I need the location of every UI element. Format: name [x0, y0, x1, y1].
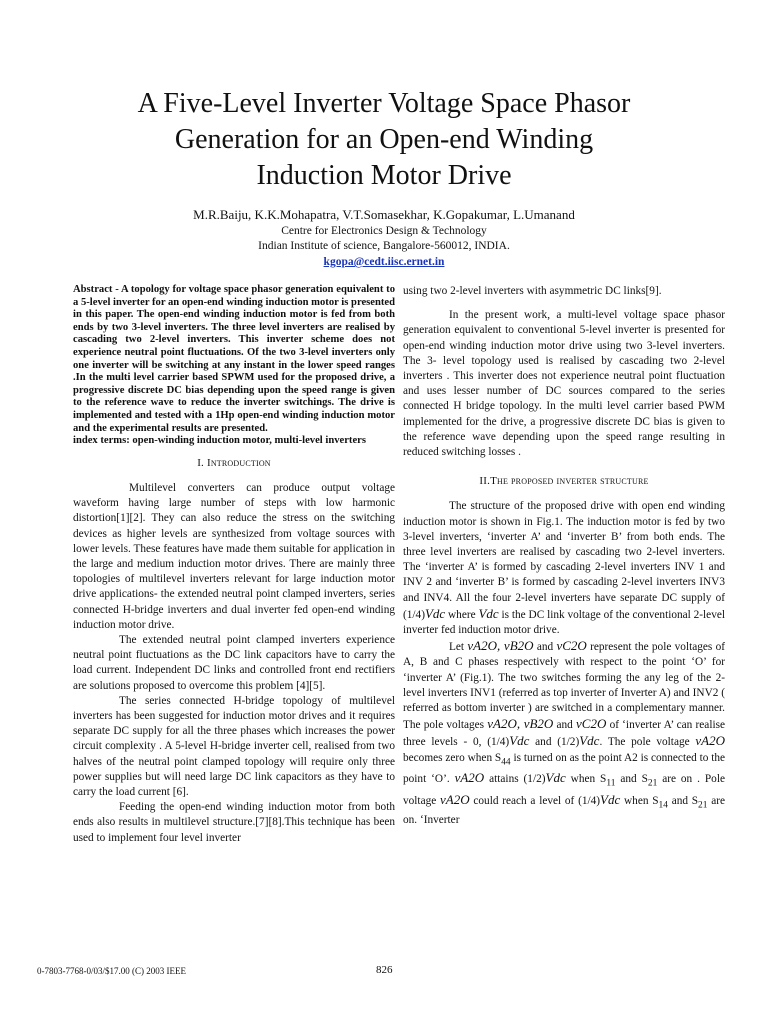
intro-paragraph-3: The series connected H-bridge topology of multilevel inverters has been suggested for induction motor drives and it requires separate DC supply for all the three phases which increases the power circuit complexity . A 5-level H-bridge inverter cell, realised from two halves of the neutral point clamped topology will require only three power supplies but will need large DC link capacitors as they have to carry the load current [6].: [73, 694, 395, 798]
copyright-footer: 0-7803-7768-0/03/$17.00 (C) 2003 IEEE: [37, 966, 186, 976]
title-line-1: A Five-Level Inverter Voltage Space Phasor: [137, 88, 631, 119]
index-terms: index terms: open-winding induction motor, multi-level inverters: [73, 435, 366, 447]
present-work-paragraph: In the present work, a multi-level voltage space phasor generation equivalent to conventional 5-level inverter is presented for open-end winding induction motor drive using two 3-level inverters. The 3- level topology used is realised by cascading two 2-level inverters . This inverter does not experience neutral point fluctuation and uses lesser number of DC sources compared to the series connected H bridge topology. In the multi level carrier based PWM implemented for the drive, a progressive discrete DC bias is given to the reference wave depending upon the speed range resulting in reduced switching losses .: [403, 309, 725, 459]
affiliation-institute: Indian Institute of science, Bangalore-560012, INDIA.: [258, 240, 510, 252]
va2o-symbol: vA2O: [440, 791, 470, 807]
email-link[interactable]: kgopa@cedt.iisc.ernet.in: [323, 256, 445, 268]
vdc-symbol: Vdc: [509, 733, 530, 749]
vdc-symbol: Vdc: [600, 791, 621, 807]
intro-paragraph-2: The extended neutral point clamped inverters experience neutral point fluctuations as the DC link capacitors have to carry the load current. Independent DC links and controlled front end rectifiers are solutions proposed to overcome this problem [4][5].: [73, 633, 395, 692]
author-list: M.R.Baiju, K.K.Mohapatra, V.T.Somasekhar, K.Gopakumar, L.Umanand: [193, 207, 575, 222]
vc2o-symbol: vC2O: [576, 716, 607, 732]
page-number: 826: [376, 964, 393, 976]
va2o-vb2o-symbol: vA2O, vB2O: [487, 716, 554, 732]
right-column: [403, 284, 725, 828]
vdc-symbol: Vdc: [424, 605, 446, 621]
section-heading-introduction: I. Introduction: [197, 456, 271, 469]
pole-voltage-paragraph: Let vA2O, vB2O and vC2O represent the pole voltages of A, B and C phases respectively with respect to the point ‘O’ for ‘inverter A’ (Fig.1). The two switches forming the any leg of the 2-level inverters INV1 (referred as top inverter of Inverter A) and INV2 ( referred as bottom inverter ) are switched in a complementary manner. The pole voltages vA2O, vB2O and vC2O of ‘inverter A’ can realise three levels - 0, (1/4)Vdc and (1/2)Vdc. The pole voltage vA2O becomes zero when $S_{44}$ is turned on as the point A2 is connected to the point ‘O’. vA2O attains (1/2)Vdc when $S_{11}$ and $S_{21}$ are on . Pole voltage vA2O could reach a level of (1/4)Vdc when $S_{14}$ and $S_{21}$ are on. ‘Inverter: [403, 638, 726, 827]
intro-paragraph-1: Multilevel converters can produce output voltage waveform having large number of steps with low harmonic distortion[1][2]. They can also reduce the stress on the switching devices as higher levels are synthesized from voltage sources with lower levels. These features have made them suitable for application in the large and medium induction motor drives. There are mainly three topologies of multilevel inverters relevant for large induction motor drive applications- the extended neutral point clamped inverters, series connected H-bridge inverters and dual inverter fed open-end winding induction motor drive.: [73, 481, 395, 631]
va2o-vb2o-symbol: vA2O, vB2O: [467, 638, 534, 654]
abstract: Abstract - A topology for voltage space phasor generation equivalent to a 5-level inverter for an open-end winding induction motor is presented in this paper. The open-end winding induction motor is fed from both ends by two 3-level inverters. The three level inverters are realised by cascading two 2-level inverters. This inverter scheme does not experience neutral point fluctuations. Of the two 3-level inverters only one inverter will be switching at any instant in the lower speed ranges .In the multi level carrier based SPWM used for the proposed drive, a progressive discrete DC bias depending upon the speed range is given to the reference wave to reduce the inverter switchings. The drive is implemented and tested with a 1Hp open-end winding induction motor and the experimental results are presented.: [73, 284, 395, 434]
intro-paragraph-4: Feeding the open-end winding induction motor from both ends also results in multilevel structure.[7][8].This technique has been used to implement four level inverter: [73, 801, 395, 844]
vdc-symbol: Vdc: [478, 605, 499, 621]
intro-continued: using two 2-level inverters with asymmetric DC links[9].: [403, 285, 662, 297]
vc2o-symbol: vC2O: [556, 638, 587, 654]
va2o-symbol: vA2O: [454, 770, 485, 786]
title-line-2: Generation for an Open-end Winding: [174, 124, 594, 155]
section-heading-proposed: II.The proposed inverter structure: [479, 475, 649, 488]
affiliation-centre: Centre for Electronics Design & Technology: [281, 225, 487, 237]
paper-title: [40, 86, 728, 194]
va2o-symbol: vA2O: [695, 733, 725, 749]
title-line-3: Induction Motor Drive: [256, 160, 512, 191]
vdc-symbol: Vdc: [545, 770, 566, 786]
vdc-symbol: Vdc: [579, 733, 600, 749]
structure-paragraph: The structure of the proposed drive with open end winding induction motor is shown in Fig.1. The induction motor is fed by two 3-level inverters, ‘inverter A’ and ‘inverter B’ from both ends. The three level inverters are realised by cascading two 2-level inverters. The ‘inverter A’ is formed by cascading 2-level inverters INV 1 and INV 2 and ‘inverter B’ is formed by cascading 2-level inverters INV3 and INV4. All the four 2-level inverters have separate DC supply of (1/4)Vdc where Vdc is the DC link voltage of the conventional 2-level inverter fed induction motor drive.: [403, 500, 725, 637]
left-column: [73, 284, 395, 846]
